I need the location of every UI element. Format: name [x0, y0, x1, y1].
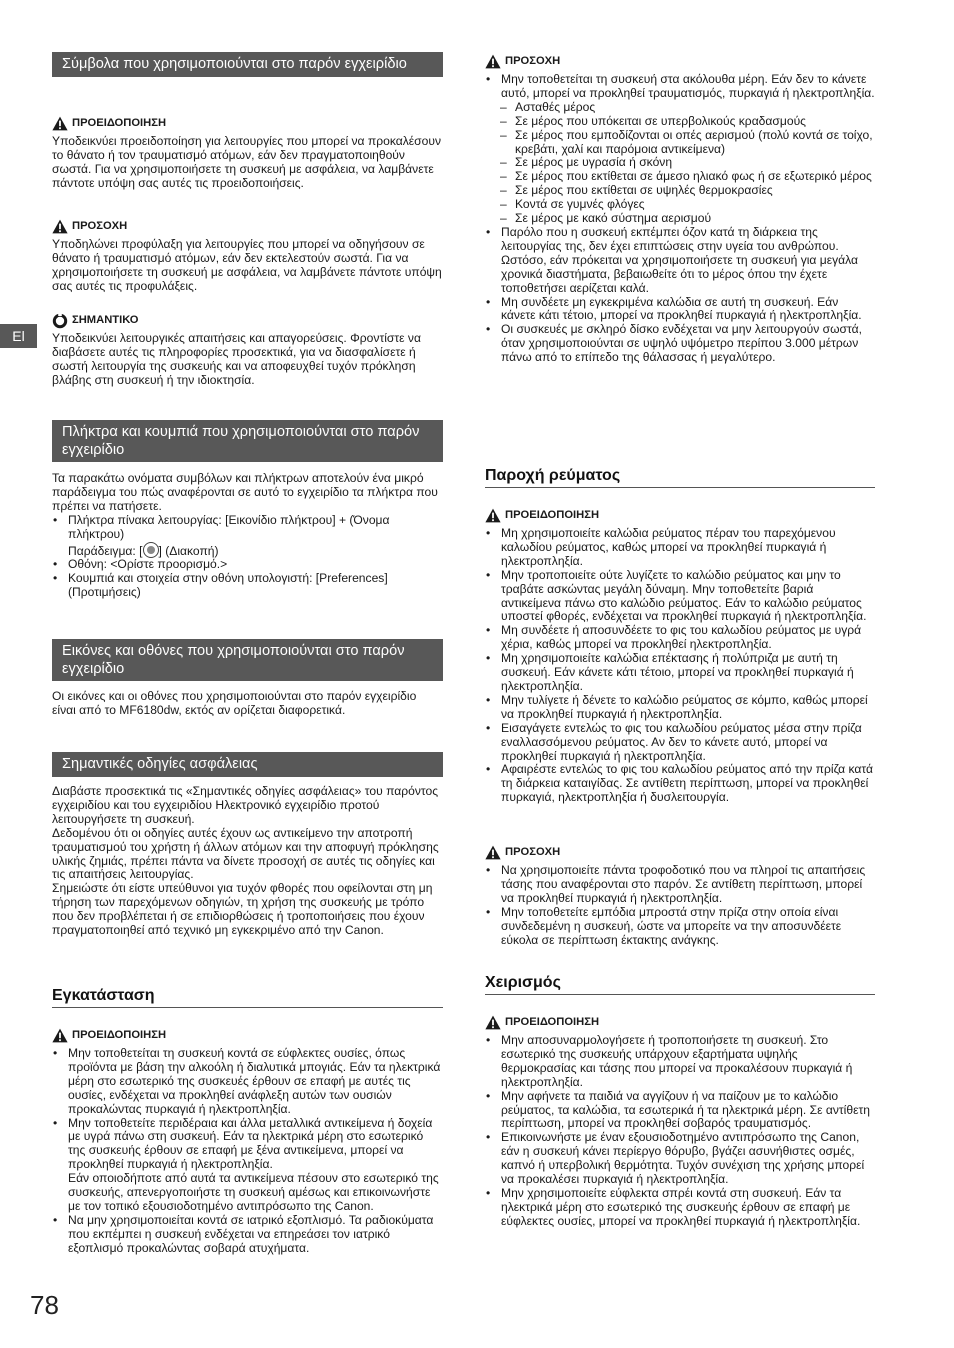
list-item: • Κουμπιά και στοιχεία στην οθόνη υπολογιστή: [Preferences] (Προτιμήσεις)	[52, 572, 443, 600]
section-title-illustrations: Εικόνες και οθόνες που χρησιμοποιούνται στο παρόν εγχειρίδιο	[52, 639, 443, 681]
list-item: • Μην τυλίγετε ή δένετε το καλώδιο ρεύματος σε κόμπο, καθώς μπορεί να προκληθεί πυρκαγιά ή ηλεκτροπληξία.	[485, 694, 875, 722]
list-item: • Αφαιρέστε εντελώς το φις του καλωδίου ρεύματος από την πρίζα κατά τη διάρκεια καταιγίδας. Σε αντίθετη περίπτωση, μπορεί να προκληθεί πυρκαγιά, ηλεκτροπληξία ή δυσλειτουργία.	[485, 763, 875, 805]
list-item: – Ασταθές μέρος	[485, 101, 875, 115]
list-item: • Μη συνδέετε μη εγκεκριμένα καλώδια σε αυτή τη συσκευή. Εάν κάνετε κάτι τέτοιο, μπορεί να προκληθεί πυρκαγιά ή ηλεκτροπληξία.	[485, 296, 875, 324]
power-supply-warnings	[485, 527, 875, 805]
list-item: • Εισαγάγετε εντελώς το φις του καλωδίου ρεύματος μέσα στην πρίζα εναλλασσόμενου ρεύματος. Αν δεν το κάνετε αυτό, μπορεί να προκληθεί πυρκαγιά ή ηλεκτροπληξία.	[485, 722, 875, 764]
warning-icon	[52, 116, 68, 131]
list-item: – Σε μέρος με υγρασία ή σκόνη	[485, 156, 875, 170]
warning-label: ΠΡΟΕΙΔΟΠΟΙΗΣΗ	[485, 508, 599, 523]
list-item: • Μην τοποθετείται τη συσκευή κοντά σε εύφλεκτες ουσίες, όπως προϊόντα με βάση την αλκοόλη ή διαλυτικά μπογιάς. Εάν τα ηλεκτρικά μέρη στο εσωτερικό της συσκευές έρθουν σε επαφή με αυτές τις ουσίες, ενδέχεται να προκληθεί ανάφλεξη αυτών των ουσιών προκαλώντας πυρκαγιά ή ηλεκτροπληξία.	[52, 1047, 443, 1117]
installation-cautions	[485, 73, 875, 365]
list-item: • Μην χρησιμοποιείτε εύφλεκτα σπρέι κοντά στη συσκευή. Εάν τα ηλεκτρικά μέρη στο εσωτερικό της συσκευής έρθουν σε επαφή με εύφλεκτες ουσίες, μπορεί να προκληθεί πυρκαγιά ή ηλεκτροπληξία.	[485, 1187, 875, 1229]
list-item: • Μην αποσυναρμολογήσετε ή τροποποιήσετε τη συσκευή. Στο εσωτερικό της συσκευής υπάρχουν εξαρτήματα υψηλής θερμοκρασίας και τάσης που μπορεί να προκαλέσουν πυρκαγιά ή ηλεκτροπληξία.	[485, 1034, 875, 1090]
list-item: • Να χρησιμοποιείτε πάντα τροφοδοτικό που να πληροί τις απαιτήσεις τάσης που αναφέρονται στο παρόν. Σε αντίθετη περίπτωση, μπορεί να προκληθεί πυρκαγιά ή ηλεκτροπληξία.	[485, 864, 875, 906]
list-item: • Μην αφήνετε τα παιδιά να αγγίζουν ή να παίζουν με το καλώδιο ρεύματος, τα καλώδια, τα εσωτερικά ή τα ηλεκτρικά μέρη. Σε αντίθετη περίπτωση, μπορεί να προκληθεί σοβαρός τραυματισμός.	[485, 1090, 875, 1132]
section-title-safety: Σημαντικές οδηγίες ασφάλειας	[52, 752, 443, 777]
list-item: – Σε μέρος με κακό σύστημα αερισμού	[485, 212, 875, 226]
list-item: • Παρόλο που η συσκευή εκπέμπει όζον κατά τη διάρκεια της λειτουργίας της, δεν έχει επιπτώσεις στην υγεία του ανθρώπου. Ωστόσο, εάν πρόκειται να χρησιμοποιήσετε τη συσκευή για μεγάλα χρονικά διαστήματα, βεβαιωθείτε ότι το μέρος όπου την έχετε τοποθετήσει αερίζεται καλά.	[485, 226, 875, 296]
list-item: • Μην τοποθετείτε εμπόδια μπροστά στην πρίζα στην οποία είναι συνδεδεμένη η συσκευή, ώστε να μπορείτε να την αποσυνδέετε εύκολα σε περίπτωση έκτακτης ανάγκης.	[485, 906, 875, 948]
installation-warnings	[52, 1047, 443, 1256]
warning-label: ΠΡΟΕΙΔΟΠΟΙΗΣΗ	[52, 116, 166, 131]
important-icon	[52, 313, 68, 329]
caution-label: ΠΡΟΣΟΧΗ	[485, 845, 560, 860]
list-item: • Οι συσκευές με σκληρό δίσκο ενδέχεται να μην λειτουργούν σωστά, όταν χρησιμοποιούνται σε υψηλό υψόμετρο περίπου 3.000 μέτρων πάνω από το επίπεδο της θάλασσας ή μεγαλύτερο.	[485, 323, 875, 365]
list-item: – Σε μέρος που εμποδίζονται οι οπές αερισμού (πολύ κοντά σε τοίχο, κρεβάτι, χαλί και παρόμοια αντικείμενα)	[485, 129, 875, 157]
keys-section-body: Τα παρακάτω ονόματα συμβόλων και πλήκτρων αποτελούν ένα μικρό παράδειγμα του πώς αναφέρονται σε αυτό το εγχειρίδιο τα πλήκτρα που πρέπει να πατήσετε. • Πλήκτρα πίνακα λειτουργίας: [Εικονίδιο πλήκτρου] + (Όνομα πλήκτρου) Παράδειγμα: [ ] (Διακοπή) • Οθόνη: <Ορίστε προορισμό.> • Κουμπιά και στοιχεία στην οθόνη υπολογιστή: [Preferences] (Προτιμήσεις)	[52, 472, 443, 600]
list-item: • Να μην χρησιμοποιείται κοντά σε ιατρικό εξοπλισμό. Τα ραδιοκύματα που εκπέμπει η συσκευή ενδέχεται να επηρεάσει τον ιατρικό εξοπλισμό προκαλώντας σοβαρά ατυχήματα.	[52, 1214, 443, 1256]
section-title-symbols: Σύμβολα που χρησιμοποιούνται στο παρόν εγχειρίδιο	[52, 52, 443, 77]
warning-icon	[485, 1015, 501, 1030]
list-item: • Μη συνδέετε ή αποσυνδέετε το φις του καλωδίου ρεύματος με υγρά χέρια, καθώς μπορεί να προκληθεί ηλεκτροπληξία.	[485, 624, 875, 652]
handling-heading: Χειρισμός	[485, 976, 875, 995]
warning-icon	[485, 508, 501, 523]
list-item: • Μην τοποθετείται τη συσκευή στα ακόλουθα μέρη. Εάν δεν το κάνετε αυτό, μπορεί να προκληθεί τραυματισμός, πυρκαγιά ή ηλεκτροπληξία. – Ασταθές μέρος – Σε μέρος που υπόκειται σε υπερβολικούς κραδασμούς – Σε μέρος που εμποδίζονται οι οπές αερισμού (πολύ κοντά σε τοίχο, κρεβάτι, χαλί και παρόμοια αντικείμενα) – Σε μέρος με υγρασία ή σκόνη – Σε μέρος που εκτίθεται σε άμεσο ηλιακό φως ή σε εξωτερικό μέρος – Σε μέρος που εκτίθεται σε υψηλές θερμοκρασίες – Κοντά σε γυμνές φλόγες – Σε μέρος με κακό σύστημα αερισμού	[485, 73, 875, 226]
warning-icon	[52, 1028, 68, 1043]
handling-warnings	[485, 1034, 875, 1229]
language-tab: El	[0, 324, 37, 348]
important-description: Υποδεικνύει λειτουργικές απαιτήσεις και απαγορεύσεις. Φροντίστε να διαβάσετε αυτές τις πληροφορίες προσεκτικά, για να διασφαλίσετε ή σωστή λειτουργία της συσκευής και να αποφευχθεί τυχόν πρόκληση βλάβης στη συσκευή ή την ιδιοκτησία.	[52, 331, 421, 387]
caution-label: ΠΡΟΣΟΧΗ	[485, 54, 560, 69]
warning-label: ΠΡΟΕΙΔΟΠΟΙΗΣΗ	[52, 1028, 166, 1043]
section-title-keys: Πλήκτρα και κουμπιά που χρησιμοποιούνται στο παρόν εγχειρίδιο	[52, 420, 443, 462]
page-number: 78	[30, 1290, 59, 1320]
stop-key-icon	[143, 542, 159, 558]
power-supply-cautions	[485, 864, 875, 947]
installation-heading: Εγκατάσταση	[52, 989, 443, 1008]
warning-description: Υποδεικνύει προειδοποίηση για λειτουργίες που μπορεί να προκαλέσουν το θάνατο ή τον τραυματισμό ατόμων, εάν δεν πραγματοποιηθούν σωστά. Για να χρησιμοποιήσετε τη συσκευή με ασφάλεια, να λαμβάνετε πάντοτε υπόψη σας αυτές τις προειδοποιήσεις.	[52, 134, 442, 190]
list-item: • Οθόνη: <Ορίστε προορισμό.>	[52, 558, 443, 572]
power-supply-heading: Παροχή ρεύματος	[485, 469, 875, 488]
important-label: ΣΗΜΑΝΤΙΚΟ	[52, 313, 138, 329]
list-item: – Κοντά σε γυμνές φλόγες	[485, 198, 875, 212]
warning-icon	[485, 845, 501, 860]
warning-icon	[485, 54, 501, 69]
list-item: • Μη χρησιμοποιείτε καλώδια ρεύματος πέραν του παρεχόμενου καλωδίου ρεύματος, καθώς μπορεί να προκληθεί πυρκαγιά ή ηλεκτροπληξία.	[485, 527, 875, 569]
safety-section-body: Διαβάστε προσεκτικά τις «Σημαντικές οδηγίες ασφάλειας» του παρόντος εγχειριδίου και του εγχειριδίου Ηλεκτρονικό εγχειρίδιο προτού λειτουργήσετε τη συσκευή. Δεδομένου ότι οι οδηγίες αυτές έχουν ως αντικείμενο την αποτροπή τραυματισμού του χρήστη ή άλλων ατόμων και την αποφυγή πρόκλησης υλικής ζημιάς, πρέπει πάντα να δίνετε προσοχή σε αυτές τις οδηγίες και τις απαιτήσεις λειτουργίας. Σημειώστε ότι είστε υπεύθυνοι για τυχόν φθορές που οφείλονται στη μη τήρηση των παρεχόμενων οδηγιών, τη χρήση της συσκευής με τρόπο που δεν προβλέπεται ή σε επιδιορθώσεις ή τροποποιήσεις που έχουν πραγματοποιηθεί από τεχνικό μη εγκεκριμένο από την Canon.	[52, 784, 439, 938]
list-item: • Πλήκτρα πίνακα λειτουργίας: [Εικονίδιο πλήκτρου] + (Όνομα πλήκτρου) Παράδειγμα: [ ] (Διακοπή)	[52, 514, 443, 559]
caution-description: Υποδηλώνει προφύλαξη για λειτουργίες που μπορεί να οδηγήσουν σε θάνατο ή τραυματισμό ατόμων, εάν δεν εκτελεστούν σωστά. Για να χρησιμοποιήσετε τη συσκευή με ασφάλεια, να λαμβάνετε πάντοτε υπόψη σας αυτές τις προφυλάξεις.	[52, 237, 442, 293]
list-item: • Μην τροποποιείτε ούτε λυγίζετε το καλώδιο ρεύματος και μην το τραβάτε ασκώντας μεγάλη δύναμη. Μην τοποθετείτε βαριά αντικείμενα πάνω στο καλώδιο ρεύματος. Εάν το καλώδιο ρεύματος υποστεί φθορές, ενδέχεται να προκληθεί πυρκαγιά ή ηλεκτροπληξία.	[485, 569, 875, 625]
warning-icon	[52, 219, 68, 234]
illustrations-section-body: Οι εικόνες και οι οθόνες που χρησιμοποιούνται στο παρόν εγχειρίδιο είναι από το MF6180dw, εκτός αν ορίζεται διαφορετικά.	[52, 689, 417, 717]
warning-label: ΠΡΟΕΙΔΟΠΟΙΗΣΗ	[485, 1015, 599, 1030]
list-item: – Σε μέρος που εκτίθεται σε άμεσο ηλιακό φως ή σε εξωτερικό μέρος	[485, 170, 875, 184]
list-item: • Επικοινωνήστε με έναν εξουσιοδοτημένο αντιπρόσωπο της Canon, εάν η συσκευή κάνει περίεργο θόρυβο, βγάζει ασυνήθιστες οσμές, καπνό ή υπερβολική θερμότητα. Τυχόν συνέχιση της χρήσης μπορεί να προκαλέσει πυρκαγιά ή ηλεκτροπληξία.	[485, 1131, 875, 1187]
list-item: • Μην τοποθετείτε περιδέραια και άλλα μεταλλικά αντικείμενα ή δοχεία με υγρά πάνω στη συσκευή. Εάν τα ηλεκτρικά μέρη στο εσωτερικό της συσκευής έρθουν σε επαφή με ξένα αντικείμενα, μπορεί να προκληθεί πυρκαγιά ή ηλεκτροπληξία. Εάν οποιοδήποτε από αυτά τα αντικείμενα πέσουν στο εσωτερικό της συσκευής, απενεργοποιήστε τη συσκευή αμέσως και επικοινωνήστε με τον τοπικό εξουσιοδοτημένο αντιπρόσωπο της Canon.	[52, 1117, 443, 1214]
list-item: – Σε μέρος που υπόκειται σε υπερβολικούς κραδασμούς	[485, 115, 875, 129]
list-item: • Μη χρησιμοποιείτε καλώδια επέκτασης ή πολύπριζα με αυτή τη συσκευή. Εάν κάνετε κάτι τέτοιο, μπορεί να προκληθεί πυρκαγιά ή ηλεκτροπληξία.	[485, 652, 875, 694]
list-item: – Σε μέρος που εκτίθεται σε υψηλές θερμοκρασίες	[485, 184, 875, 198]
caution-label: ΠΡΟΣΟΧΗ	[52, 219, 127, 234]
